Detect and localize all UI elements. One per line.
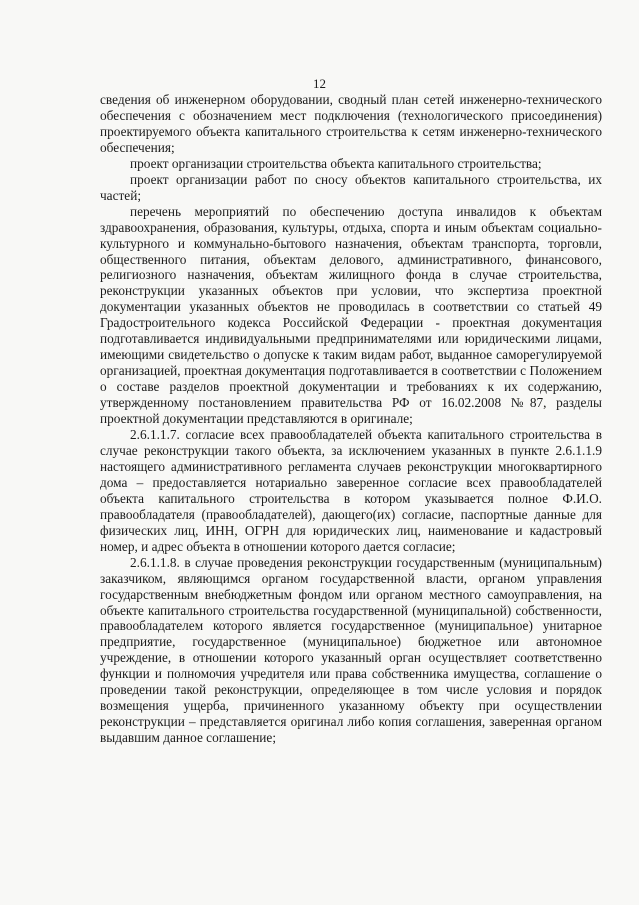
page-number: 12 — [313, 76, 326, 91]
document-paragraph: сведения об инженерном оборудовании, сводный план сетей инженерно-технического обеспечения с обозначением мест подключения (технологического присоединения) проектируемого объекта капитального строительства к сетям инженерно-технического обеспечения; — [100, 92, 602, 155]
document-body — [100, 92, 602, 746]
document-paragraph: проект организации строительства объекта капитального строительства; — [130, 155, 542, 171]
document-paragraph: 2.6.1.1.7. согласие всех правообладателей объекта капитального строительства в случае реконструкции такого объекта, за исключением указанных в пункте 2.6.1.1.9 настоящего административного регламента случаев реконструкции многоквартирного дома – предоставляется нотариально заверенное согласие всех правообладателей объекта капитального строительства в котором указывается полное Ф.И.О. правообладателя (правообладателей), дающего(их) согласие, паспортные данные для физических лиц, ИНН, ОГРН для юридических лиц, наименование и кадастровый номер, и адрес объекта в отношении которого дается согласие; — [100, 427, 602, 554]
document-paragraph: проект организации работ по сносу объектов капитального строительства, их частей; — [100, 171, 602, 203]
document-paragraph: 2.6.1.1.8. в случае проведения реконструкции государственным (муниципальным) заказчиком, являющимся органом государственной власти, органом управления государственным внебюджетным фондом или органом местного самоуправления, на объекте капитального строительства государственной (муниципальной) собственности, правообладателем которого является государственное (муниципальное) унитарное предприятие, государственное (муниципальное) бюджетное или автономное учреждение, в отношении которого указанный орган осуществляет соответственно функции и полномочия учредителя или права собственника имущества, соглашение о проведении такой реконструкции, определяющее в том числе условия и порядок возмещения ущерба, причиненного указанному объекту при осуществлении реконструкции – представляется оригинал либо копия соглашения, заверенная органом выдавшим данное соглашение; — [100, 554, 602, 746]
document-paragraph: перечень мероприятий по обеспечению доступа инвалидов к объектам здравоохранения, образования, культуры, отдыха, спорта и иным объектам социально-культурного и коммунально-бытового назначения, объектам транспорта, торговли, общественного питания, объектам делового, административного, финансового, религиозного назначения, объектам жилищного фонда в случае строительства, реконструкции указанных объектов при условии, что экспертиза проектной документации указанных объектов не проводилась в соответствии со статьей 49 Градостроительного кодекса Российской Федерации - проектная документация подготавливается индивидуальными предпринимателями или юридическими лицами, имеющими свидетельство о допуске к таким видам работ, выданное саморегулируемой организацией, проектная документация подготавливается в соответствии с Положением о составе разделов проектной документации и требованиях к их содержанию, утвержденному постановлением правительства РФ от 16.02.2008 №87, разделы проектной документации представляются в оригинале; — [100, 203, 602, 427]
